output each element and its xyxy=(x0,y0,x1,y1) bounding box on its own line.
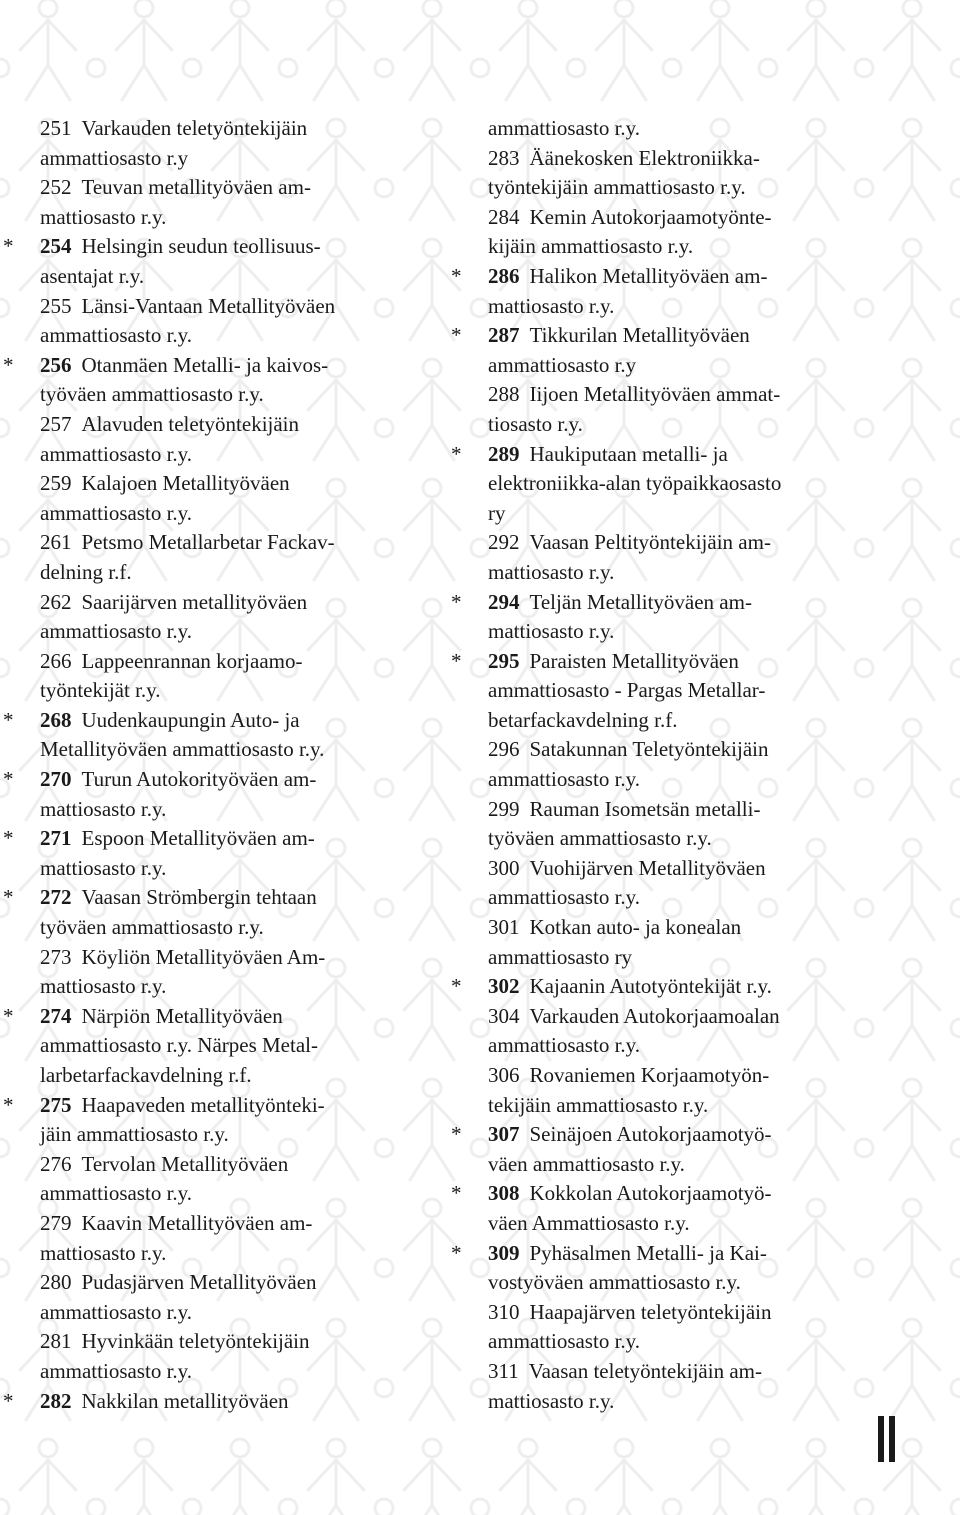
entry-number: 256 xyxy=(40,352,72,377)
entry-number: 292 xyxy=(488,530,520,555)
entry-number: 252 xyxy=(40,175,72,200)
asterisk-marker: * xyxy=(3,1092,14,1117)
asterisk-marker: * xyxy=(451,1181,462,1206)
entry-line xyxy=(488,321,948,351)
entry-number: 284 xyxy=(488,204,520,229)
entry-number: 279 xyxy=(40,1210,72,1235)
entry-text: larbetarfackavdelning r.f. xyxy=(40,1063,252,1087)
list-item xyxy=(448,262,948,321)
entry-line xyxy=(40,972,440,1002)
entry-text: Seinäjoen Autokorjaamotyö- xyxy=(529,1122,772,1147)
entry-text: Vaasan teletyöntekijäin am- xyxy=(528,1358,762,1383)
asterisk-marker: * xyxy=(3,352,14,377)
list-item xyxy=(0,232,440,291)
entry-number: 255 xyxy=(40,293,72,318)
entry-text: Kemin Autokorjaamotyönte- xyxy=(529,204,772,229)
entry-text: Vuohijärven Metallityöväen xyxy=(529,855,766,880)
entry-text: Köyliön Metallityöväen Am- xyxy=(81,944,326,969)
entry-line xyxy=(40,292,440,322)
entry-line xyxy=(488,1150,948,1180)
list-item xyxy=(448,321,948,380)
entry-line xyxy=(40,232,440,262)
entry-line xyxy=(40,706,440,736)
entry-number: 280 xyxy=(40,1270,72,1295)
list-item xyxy=(0,114,440,173)
entry-text: mattiosasto r.y. xyxy=(40,974,167,999)
entry-line xyxy=(488,972,948,1002)
entry-line xyxy=(488,883,948,913)
entry-line xyxy=(40,1327,440,1357)
entry-number: 294 xyxy=(488,589,520,614)
entry-text: mattiosasto r.y. xyxy=(40,855,167,880)
entry-line xyxy=(40,1298,440,1328)
list-item xyxy=(448,380,948,439)
entry-number: 257 xyxy=(40,411,72,436)
entry-line xyxy=(488,1120,948,1150)
entry-text: mattiosasto r.y. xyxy=(488,293,615,318)
entry-line xyxy=(40,262,440,292)
entry-text: kijäin ammattiosasto r.y. xyxy=(488,234,694,259)
entry-line xyxy=(40,647,440,677)
list-item xyxy=(448,1239,948,1298)
entry-text: ammattiosasto r.y. xyxy=(488,1033,641,1058)
entry-line xyxy=(488,114,948,144)
entry-text: elektroniikka-alan työpaikkaosasto xyxy=(488,471,782,496)
asterisk-marker: * xyxy=(451,974,462,999)
entry-text: Petsmo Metallarbetar Fackav- xyxy=(81,530,335,555)
entry-number: 300 xyxy=(488,855,520,880)
entry-number: 302 xyxy=(488,974,520,999)
entry-line xyxy=(40,1031,440,1061)
entry-text: Nakkilan metallityöväen xyxy=(81,1388,289,1413)
double-bar-icon xyxy=(878,1416,898,1462)
list-item xyxy=(448,1002,948,1061)
list-item xyxy=(448,440,948,529)
list-item xyxy=(0,1002,440,1091)
list-item xyxy=(448,144,948,203)
entry-text: Iijoen Metallityöväen ammat- xyxy=(529,382,781,407)
entry-number: 273 xyxy=(40,944,72,969)
entry-text: ammattiosasto r.y. xyxy=(488,1329,641,1354)
entry-line xyxy=(488,676,948,706)
entry-line xyxy=(488,588,948,618)
entry-number: 251 xyxy=(40,116,72,140)
asterisk-marker: * xyxy=(3,885,14,910)
entry-line xyxy=(488,735,948,765)
entry-text: tekijäin ammattiosasto r.y. xyxy=(488,1092,709,1117)
entry-text: Helsingin seudun teollisuus- xyxy=(81,234,321,259)
entry-text: Alavuden teletyöntekijäin xyxy=(81,411,300,436)
entry-text: Satakunnan Teletyöntekijäin xyxy=(529,737,769,762)
entry-line xyxy=(40,1387,440,1417)
entry-text: Haukiputaan metalli- ja xyxy=(529,441,728,466)
entry-number: 296 xyxy=(488,737,520,762)
list-item xyxy=(0,588,440,647)
list-item xyxy=(448,203,948,262)
entry-text: Äänekosken Elektroniikka- xyxy=(529,145,760,170)
entry-number: 310 xyxy=(488,1299,520,1324)
entry-text: mattiosasto r.y. xyxy=(40,796,167,821)
entry-text: Hyvinkään teletyöntekijäin xyxy=(81,1329,310,1354)
entry-line xyxy=(40,795,440,825)
list-item xyxy=(0,883,440,942)
entry-number: 254 xyxy=(40,234,72,259)
entry-line xyxy=(40,1179,440,1209)
entry-text: mattiosasto r.y. xyxy=(488,619,615,644)
list-item xyxy=(0,173,440,232)
entry-number: 308 xyxy=(488,1181,520,1206)
list-item xyxy=(448,114,948,144)
entry-text: Länsi-Vantaan Metallityöväen xyxy=(81,293,336,318)
entry-text: ammattiosasto r.y. Närpes Metal- xyxy=(40,1033,318,1058)
list-item xyxy=(0,528,440,587)
entry-line xyxy=(488,943,948,973)
entry-text: Kotkan auto- ja konealan xyxy=(529,915,742,940)
entry-text: työväen ammattiosasto r.y. xyxy=(40,915,264,940)
entry-line xyxy=(40,144,440,174)
list-item xyxy=(448,1179,948,1238)
entry-line xyxy=(488,410,948,440)
entry-line xyxy=(40,173,440,203)
entry-line xyxy=(40,765,440,795)
entry-line xyxy=(488,1002,948,1032)
entry-text: Vaasan Peltityöntekijäin am- xyxy=(529,530,771,555)
asterisk-marker: * xyxy=(3,707,14,732)
asterisk-marker: * xyxy=(451,441,462,466)
left-column xyxy=(0,114,440,1416)
list-item xyxy=(448,588,948,647)
entry-number: 261 xyxy=(40,530,72,555)
entry-text: Saarijärven metallityöväen xyxy=(81,589,308,614)
entry-text: mattiosasto r.y. xyxy=(488,1388,615,1413)
entry-text: mattiosasto r.y. xyxy=(40,204,167,229)
entry-line xyxy=(488,440,948,470)
list-item xyxy=(448,913,948,972)
entry-line xyxy=(488,913,948,943)
asterisk-marker: * xyxy=(3,1388,14,1413)
entry-line xyxy=(40,203,440,233)
entry-line xyxy=(488,262,948,292)
entry-text: ammattiosasto r.y xyxy=(488,352,637,377)
entry-text: betarfackavdelning r.f. xyxy=(488,707,678,732)
asterisk-marker: * xyxy=(3,1003,14,1028)
entry-line xyxy=(488,1031,948,1061)
entry-line xyxy=(488,1179,948,1209)
entry-number: 306 xyxy=(488,1063,520,1087)
entry-line xyxy=(40,351,440,381)
entry-line xyxy=(40,913,440,943)
entry-line xyxy=(40,528,440,558)
list-item xyxy=(448,1061,948,1120)
entry-line xyxy=(488,558,948,588)
list-item xyxy=(0,943,440,1002)
entry-line xyxy=(40,1268,440,1298)
asterisk-marker: * xyxy=(451,263,462,288)
entry-text: Teuvan metallityöväen am- xyxy=(81,175,311,200)
entry-line xyxy=(40,410,440,440)
list-item xyxy=(0,351,440,410)
entry-text: ammattiosasto r.y. xyxy=(40,500,193,525)
entry-line xyxy=(488,1091,948,1121)
entry-text: Kaavin Metallityöväen am- xyxy=(81,1210,313,1235)
entry-text: väen ammattiosasto r.y. xyxy=(488,1151,685,1176)
entry-line xyxy=(488,647,948,677)
entry-number: 281 xyxy=(40,1329,72,1354)
entry-number: 259 xyxy=(40,471,72,496)
list-item xyxy=(0,1387,440,1417)
entry-text: Metallityöväen ammattiosasto r.y. xyxy=(40,737,325,762)
list-item xyxy=(448,854,948,913)
entry-number: 262 xyxy=(40,589,72,614)
entry-line xyxy=(488,617,948,647)
entry-line xyxy=(40,943,440,973)
entry-line xyxy=(488,1209,948,1239)
entry-number: 271 xyxy=(40,826,72,851)
entry-text: ammattiosasto ry xyxy=(488,944,633,969)
entry-line xyxy=(488,1268,948,1298)
entry-text: Tervolan Metallityöväen xyxy=(81,1151,289,1176)
entry-number: 295 xyxy=(488,648,520,673)
entry-text: työntekijäin ammattiosasto r.y. xyxy=(488,175,746,200)
entry-number: 266 xyxy=(40,648,72,673)
entry-line xyxy=(40,735,440,765)
asterisk-marker: * xyxy=(451,1240,462,1265)
entry-line xyxy=(40,617,440,647)
asterisk-marker: * xyxy=(451,589,462,614)
entry-text: ammattiosasto r.y. xyxy=(40,441,193,466)
entry-number: 286 xyxy=(488,263,520,288)
entry-line xyxy=(40,1357,440,1387)
entry-text: Turun Autokorityöväen am- xyxy=(81,767,317,792)
entry-line xyxy=(40,440,440,470)
asterisk-marker: * xyxy=(451,1122,462,1147)
entry-text: Vaasan Strömbergin tehtaan xyxy=(81,885,317,910)
entry-line xyxy=(488,380,948,410)
entry-number: 311 xyxy=(488,1358,519,1383)
list-item xyxy=(0,824,440,883)
entry-number: 288 xyxy=(488,382,520,407)
list-item xyxy=(448,795,948,854)
entry-line xyxy=(488,795,948,825)
entry-text: Lappeenrannan korjaamo- xyxy=(81,648,303,673)
entry-line xyxy=(40,1239,440,1269)
entry-text: Varkauden Autokorjaamoalan xyxy=(529,1003,780,1028)
entry-line xyxy=(40,1061,440,1091)
entry-number: 287 xyxy=(488,323,520,348)
list-item xyxy=(0,1150,440,1209)
entry-text: Haapajärven teletyöntekijäin xyxy=(529,1299,772,1324)
entry-text: ammattiosasto r.y. xyxy=(40,619,193,644)
list-item xyxy=(0,647,440,706)
list-item xyxy=(0,410,440,469)
list-item xyxy=(0,469,440,528)
entry-text: työväen ammattiosasto r.y. xyxy=(488,826,712,851)
entry-text: Pudasjärven Metallityöväen xyxy=(81,1270,317,1295)
entry-text: Teljän Metallityöväen am- xyxy=(529,589,752,614)
entry-line xyxy=(488,144,948,174)
entry-line xyxy=(40,114,440,144)
entry-text: Rauman Isometsän metalli- xyxy=(529,796,761,821)
entry-text: Kalajoen Metallityöväen xyxy=(81,471,290,496)
list-item xyxy=(0,1091,440,1150)
entry-line xyxy=(488,706,948,736)
entry-number: 307 xyxy=(488,1122,520,1147)
entry-line xyxy=(488,1239,948,1269)
asterisk-marker: * xyxy=(451,648,462,673)
entry-text: ammattiosasto r.y. xyxy=(40,1299,193,1324)
entry-text: ammattiosasto r.y. xyxy=(40,323,193,348)
entry-text: mattiosasto r.y. xyxy=(40,1240,167,1265)
entry-line xyxy=(488,765,948,795)
list-item xyxy=(448,735,948,794)
entry-text: Paraisten Metallityöväen xyxy=(529,648,739,673)
entry-line xyxy=(488,173,948,203)
entry-line xyxy=(488,1357,948,1387)
entry-line xyxy=(40,1002,440,1032)
list-item xyxy=(448,1120,948,1179)
entry-number: 268 xyxy=(40,707,72,732)
list-item xyxy=(0,706,440,765)
entry-text: ry xyxy=(488,500,506,525)
list-item xyxy=(0,1327,440,1386)
asterisk-marker: * xyxy=(3,826,14,851)
entry-line xyxy=(40,558,440,588)
entry-line xyxy=(40,676,440,706)
entry-text: Kokkolan Autokorjaamotyö- xyxy=(529,1181,772,1206)
entry-line xyxy=(488,469,948,499)
entry-line xyxy=(488,499,948,529)
entry-text: ammattiosasto r.y. xyxy=(40,1181,193,1206)
entry-line xyxy=(488,203,948,233)
entry-text: ammattiosasto - Pargas Metallar- xyxy=(488,678,766,703)
entry-line xyxy=(40,1120,440,1150)
entry-text: Rovaniemen Korjaamotyön- xyxy=(529,1063,770,1087)
entry-line xyxy=(488,351,948,381)
entry-line xyxy=(40,824,440,854)
entry-text: Kajaanin Autotyöntekijät r.y. xyxy=(529,974,772,999)
entry-text: tiosasto r.y. xyxy=(488,411,583,436)
entry-text: Espoon Metallityöväen am- xyxy=(81,826,315,851)
right-column xyxy=(448,114,948,1416)
entry-line xyxy=(40,1209,440,1239)
entry-line xyxy=(488,232,948,262)
entry-text: työntekijät r.y. xyxy=(40,678,161,703)
list-item xyxy=(448,972,948,1002)
entry-text: mattiosasto r.y. xyxy=(488,559,615,584)
entry-number: 275 xyxy=(40,1092,72,1117)
entry-text: ammattiosasto r.y xyxy=(40,145,189,170)
entry-line xyxy=(488,292,948,322)
page-mark xyxy=(878,1416,898,1462)
entry-line xyxy=(40,1091,440,1121)
entry-number: 274 xyxy=(40,1003,72,1028)
list-item xyxy=(0,765,440,824)
entry-line xyxy=(488,1061,948,1091)
asterisk-marker: * xyxy=(3,234,14,259)
list-item xyxy=(0,1209,440,1268)
entry-number: 289 xyxy=(488,441,520,466)
entry-line xyxy=(488,1387,948,1417)
entry-line xyxy=(488,1298,948,1328)
entry-line xyxy=(40,883,440,913)
list-item xyxy=(448,647,948,736)
entry-text: Haapaveden metallityönteki- xyxy=(81,1092,325,1117)
entry-text: ammattiosasto r.y. xyxy=(488,885,641,910)
entry-text: ammattiosasto r.y. xyxy=(488,767,641,792)
list-item xyxy=(448,1298,948,1357)
entry-number: 276 xyxy=(40,1151,72,1176)
entry-number: 283 xyxy=(488,145,520,170)
entry-text: Närpiön Metallityöväen xyxy=(81,1003,283,1028)
list-item xyxy=(0,292,440,351)
entry-text: Otanmäen Metalli- ja kaivos- xyxy=(81,352,329,377)
list-item xyxy=(0,1268,440,1327)
entry-text: Uudenkaupungin Auto- ja xyxy=(81,707,300,732)
entry-line xyxy=(40,588,440,618)
entry-line xyxy=(40,499,440,529)
entry-text: delning r.f. xyxy=(40,559,132,584)
entry-line xyxy=(488,1327,948,1357)
entry-text: jäin ammattiosasto r.y. xyxy=(40,1122,229,1147)
entry-text: Tikkurilan Metallityöväen xyxy=(529,323,750,348)
entry-text: vostyöväen ammattiosasto r.y. xyxy=(488,1270,741,1295)
entry-text: väen Ammattiosasto r.y. xyxy=(488,1210,690,1235)
entry-line xyxy=(488,528,948,558)
entry-text: ammattiosasto r.y. xyxy=(488,116,641,140)
entry-number: 304 xyxy=(488,1003,520,1028)
entry-line xyxy=(40,469,440,499)
entry-text: työväen ammattiosasto r.y. xyxy=(40,382,264,407)
asterisk-marker: * xyxy=(3,767,14,792)
entry-line xyxy=(40,380,440,410)
entry-line xyxy=(488,824,948,854)
entry-number: 270 xyxy=(40,767,72,792)
list-item xyxy=(448,1357,948,1416)
entry-text: Halikon Metallityöväen am- xyxy=(529,263,768,288)
entry-text: Varkauden teletyöntekijäin xyxy=(81,116,308,140)
entry-line xyxy=(488,854,948,884)
entry-text: Pyhäsalmen Metalli- ja Kai- xyxy=(529,1240,767,1265)
entry-number: 309 xyxy=(488,1240,520,1265)
entry-line xyxy=(40,321,440,351)
entry-number: 272 xyxy=(40,885,72,910)
entry-line xyxy=(40,1150,440,1180)
list-item xyxy=(448,528,948,587)
entry-text: asentajat r.y. xyxy=(40,263,145,288)
entry-number: 301 xyxy=(488,915,520,940)
entry-text: ammattiosasto r.y. xyxy=(40,1358,193,1383)
asterisk-marker: * xyxy=(451,323,462,348)
entry-line xyxy=(40,854,440,884)
entry-number: 299 xyxy=(488,796,520,821)
entry-number: 282 xyxy=(40,1388,72,1413)
